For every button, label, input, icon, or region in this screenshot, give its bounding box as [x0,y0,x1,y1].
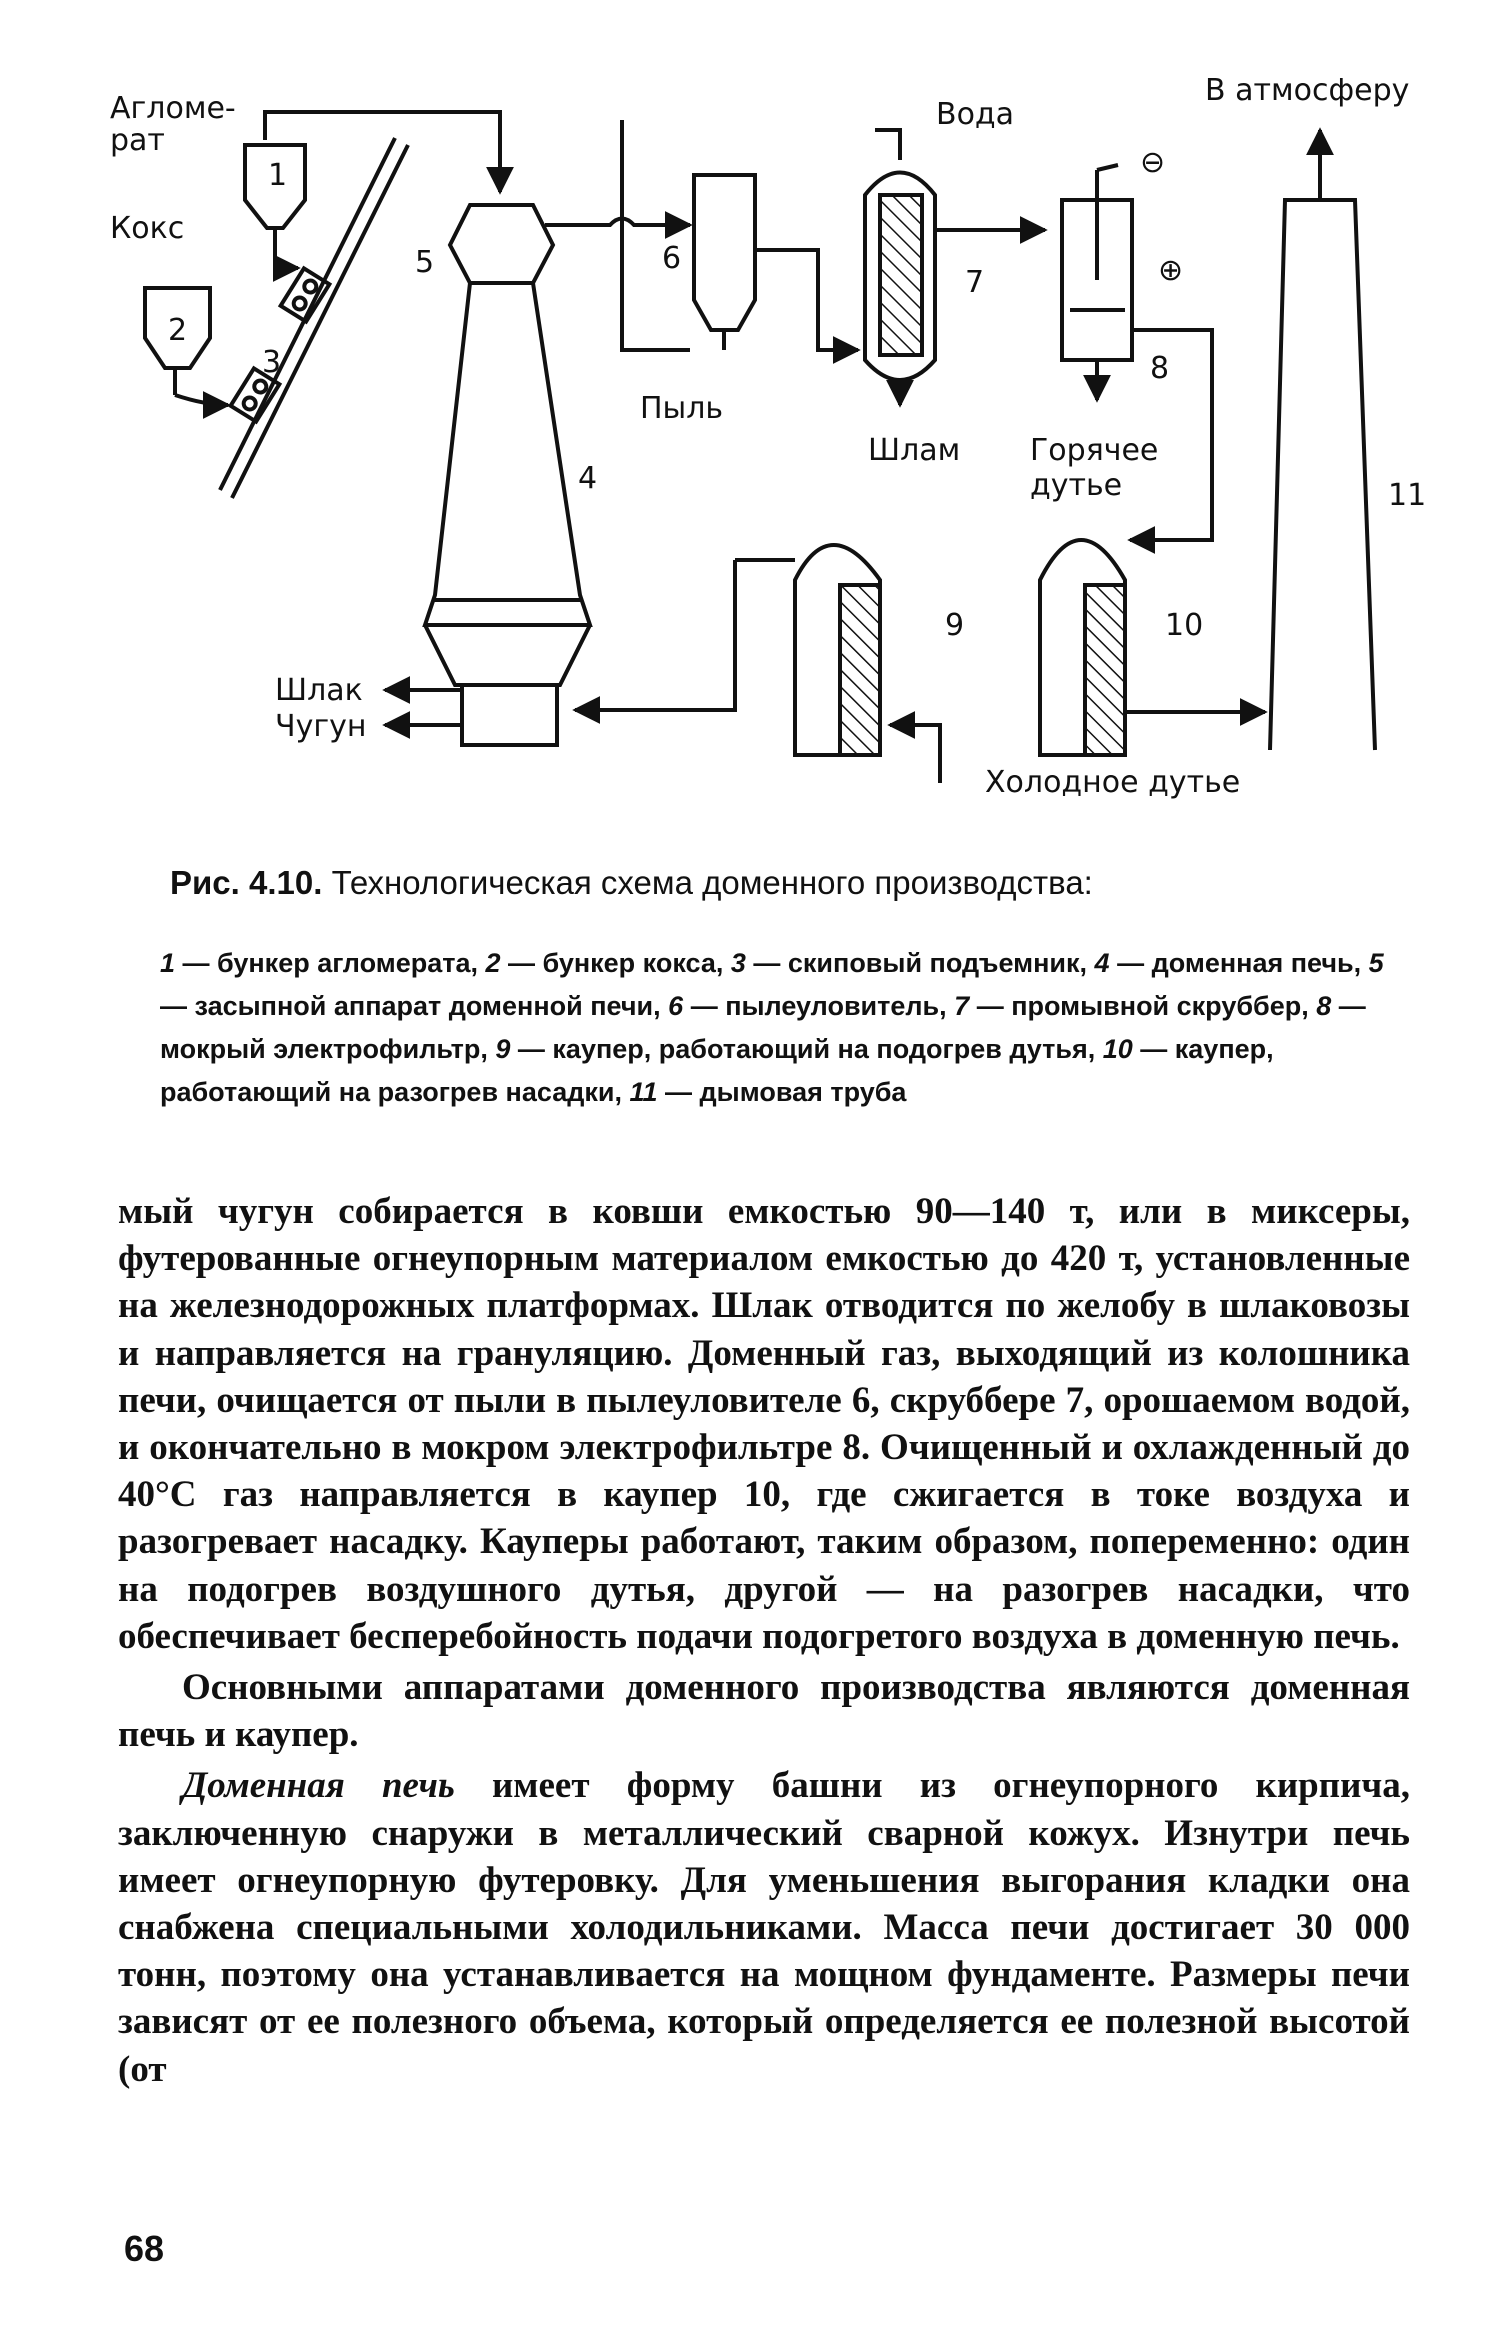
legend-item-number: 7 [954,991,970,1021]
num-5: 5 [415,245,435,280]
legend-item [731,948,1095,978]
diagram-labels [110,73,1426,800]
blast-furnace [425,205,590,745]
label-slag: Шлак [275,673,363,708]
legend-item-text: — дымовая труба [657,1077,907,1107]
num-9: 9 [945,608,965,643]
label-coke: Кокс [110,211,185,246]
num-10: 10 [1165,608,1204,643]
label-agglomerate-2: рат [110,123,165,158]
legend-item-number: 2 [485,948,501,978]
paragraph-2: Основными аппаратами доменного производства являются доменная печь и каупер. [118,1667,1410,1756]
legend-item [160,948,485,978]
page-number: 68 [124,2228,165,2269]
legend-item-number: 6 [668,991,684,1021]
label-agglomerate-1: Агломе- [110,91,236,126]
label-dust: Пыль [640,391,724,426]
label-pig-iron: Чугун [275,709,367,744]
legend-item-text: — бункер агломерата, [175,948,486,978]
skip-hoist [220,138,408,498]
legend-item-text: — промывной скруббер, [969,991,1317,1021]
legend-item [485,948,730,978]
legend-item [668,991,954,1021]
legend-item-text: — засыпной аппарат доменной печи, [160,991,669,1021]
label-atmosphere: В атмосферу [1205,73,1410,108]
figure-label: Рис. 4.10. [170,864,323,901]
num-4: 4 [578,461,598,496]
legend-item [954,991,1316,1021]
legend-item-number: 9 [495,1034,511,1064]
num-8: 8 [1150,351,1170,386]
legend-item [629,1077,906,1107]
legend-item-text: — каупер, работающий на разогрев насадки, [160,1034,1274,1107]
legend-item-text: — каупер, работающий на подогрев дутья, [510,1034,1103,1064]
legend-item-number: 4 [1094,948,1110,978]
num-1: 1 [268,158,288,193]
num-2: 2 [168,313,188,348]
legend-item-number: 1 [160,948,176,978]
legend-item-text: — мокрый электрофильтр, [160,991,1366,1064]
body-text [118,1188,1410,2093]
paragraph-3-text: имеет форму башни из огнеупорного кирпича, заключенную снаружи в металлический сварной кожух. Изнутри печь имеет огнеупорную футеровку. Для уменьшения выгорания кладки она снабжена специальными холодильниками. Масса печи достигает 30 000 тонн, поэтому она устанавливается на мощном фундаменте. Размеры печи зависят от ее полезного объема, который определяется ее полезной высотой (от [118,1765,1411,2090]
legend-item-number: 8 [1316,991,1332,1021]
legend-item-text: — скиповый подъемник, [745,948,1095,978]
cowper-heating-checkerwork [1040,540,1265,755]
term-blast-furnace: Доменная печь [182,1765,455,1807]
figure-title: Технологическая схема доменного производства: [331,864,1093,901]
cowper-heating-blast [575,545,880,755]
blast-furnace-flow-diagram [0,0,1510,860]
legend-item-text: — пылеуловитель, [683,991,955,1021]
label-hot-blast-1: Горячее [1030,433,1159,468]
legend-item-text: — доменная печь, [1109,948,1369,978]
label-water: Вода [936,97,1015,132]
label-plus: ⊕ [1158,253,1184,288]
legend-item-number: 11 [629,1077,658,1107]
figure-legend [160,942,1390,1114]
label-hot-blast-2: дутье [1030,468,1123,503]
legend-item-number: 3 [730,948,746,978]
scrubber [865,130,1045,405]
paragraph-1: мый чугун собирается в ковши емкостью 90—140 т, или в миксеры, футерованные огнеупорным материалом емкостью до 420 т, установленные на железнодорожных платформах. Шлак отводится по желобу в шлаковозы и направляется на грануляцию. Доменный газ, выходящий из колошника печи, очищается от пыли в пылеуловителе 6, скруббере 7, орошаемом водой, и окончательно в мокром электрофильтре 8. Очищенный и охлажденный до 40°С газ направляется в каупер 10, где сжигается в токе воздуха и разогревает насадку. Кауперы работают, таким образом, попеременно: один на подогрев воздушного дутья, другой — на разогрев насадки, что обеспечивает бесперебойность подачи подогретого воздуха в доменную печь. [118,1191,1410,1657]
num-3: 3 [262,345,282,380]
legend-item-number: 5 [1368,948,1384,978]
num-6: 6 [662,241,682,276]
legend-item [1095,948,1369,978]
label-sludge: Шлам [868,433,961,468]
legend-item-text: — бункер кокса, [500,948,731,978]
legend-item-number: 10 [1102,1034,1133,1064]
num-7: 7 [965,265,985,300]
paragraph-3 [118,1762,1410,2092]
figure-caption [170,862,1390,904]
label-minus: ⊖ [1140,145,1166,180]
num-11: 11 [1388,478,1427,513]
label-cold-blast: Холодное дутье [985,765,1241,800]
dust-catcher [694,175,858,350]
chimney [1270,130,1375,750]
legend-item [495,1034,1102,1064]
